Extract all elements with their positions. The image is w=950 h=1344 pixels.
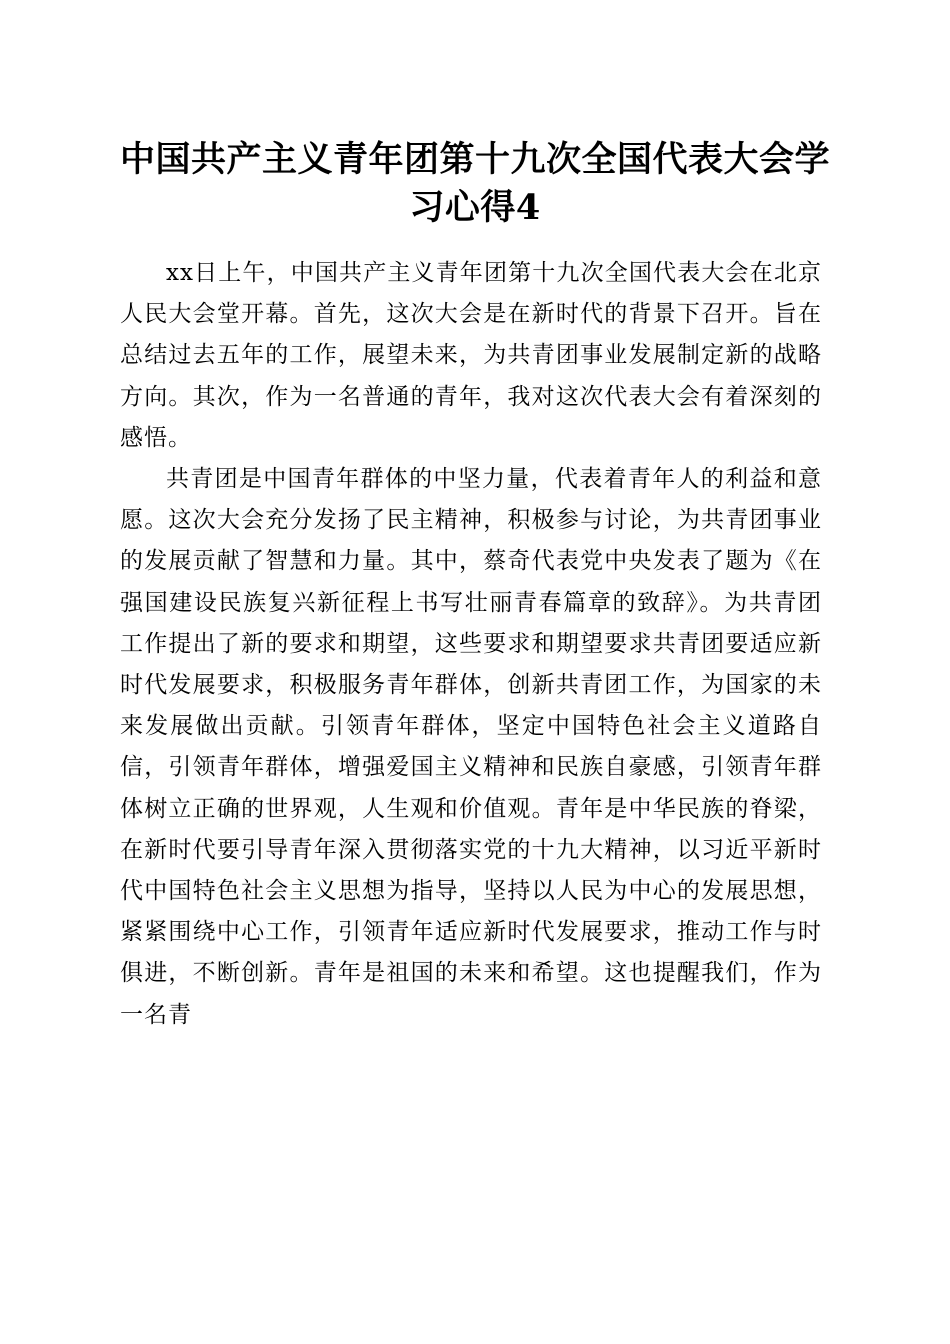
paragraph-1: xx日上午，中国共产主义青年团第十九次全国代表大会在北京人民大会堂开幕。首先，这次大会是在新时代的背景下召开。旨在总结过去五年的工作，展望未来，为共青团事业发展制定新的战略方向。其次，作为一名普通的青年，我对这次代表大会有着深刻的感悟。 [120,260,822,451]
paragraph-2: 共青团是中国青年群体的中坚力量，代表着青年人的利益和意愿。这次大会充分发扬了民主精神，积极参与讨论，为共青团事业的发展贡献了智慧和力量。其中，蔡奇代表党中央发表了题为《在强国建设民族复兴新征程上书写壮丽青春篇章的致辞》。为共青团工作提出了新的要求和期望，这些要求和期望要求共青团要适应新时代发展要求，积极服务青年群体，创新共青团工作，为国家的未来发展做出贡献。引领青年群体，坚定中国特色社会主义道路自信，引领青年群体，增强爱国主义精神和民族自豪感，引领青年群体树立正确的世界观，人生观和价值观。青年是中华民族的脊梁，在新时代要引导青年深入贯彻落实党的十九大精神，以习近平新时代中国特色社会主义思想为指导，坚持以人民为中心的发展思想，紧紧围绕中心工作，引领青年适应新时代发展要求，推动工作与时俱进，不断创新。青年是祖国的未来和希望。这也提醒我们，作为一名青 [120,466,822,1028]
document-title: 中国共产主义青年团第十九次全国代表大会学习心得4 [119,139,830,228]
document-body [120,253,822,1036]
